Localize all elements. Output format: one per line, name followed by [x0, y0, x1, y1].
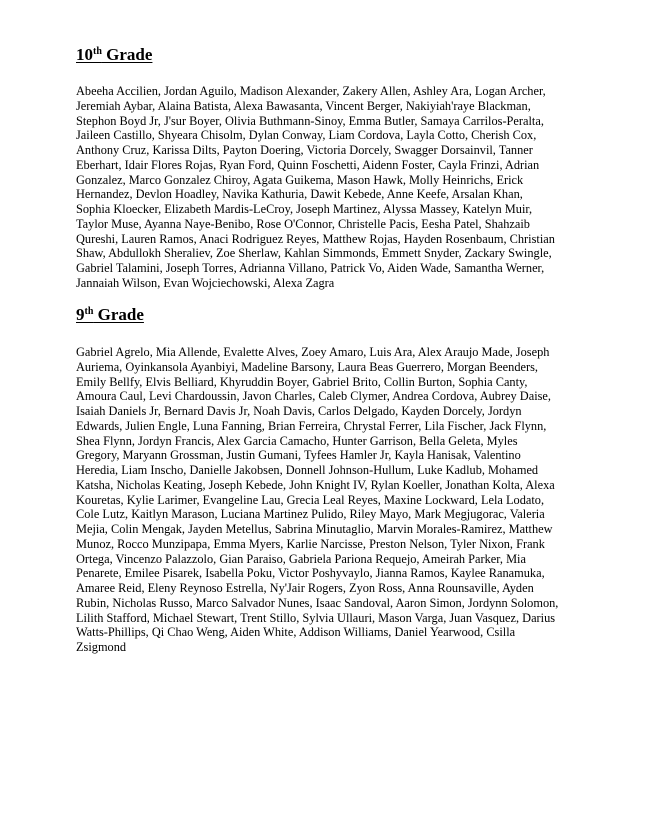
grade-10-number: 10 [76, 45, 93, 64]
name-list-line: Kouretas, Kylie Larimer, Evangeline Lau, Grecia Leal Reyes, Maxine Lockward, Lela Lodato, [76, 492, 545, 507]
name-list-line: Edwards, Julien Engle, Luna Fanning, Brian Ferreira, Chrystal Ferrer, Lila Fischer, Jack Flynn, [76, 418, 547, 433]
name-list-line: Mejia, Colin Mengak, Jayden Metellus, Sabrina Minutaglio, Marvin Morales-Ramirez, Matthew [76, 522, 553, 536]
name-list-line: Jeremiah Aybar, Alaina Batista, Alexa Bawasanta, Vincent Berger, Nakiyiah'raye Blackman, [76, 98, 531, 113]
grade-9-word: Grade [93, 305, 144, 324]
name-list-line: Munoz, Rocco Munzipapa, Emma Myers, Karlie Narcisse, Preston Nelson, Tyler Nixon, Frank [76, 536, 545, 551]
name-list-line: Eberhart, Idair Flores Rojas, Ryan Ford, Quinn Foschetti, Aidenn Foster, Cayla Frinzi, Adrian [76, 157, 540, 172]
name-list-line: Gregory, Maryann Grossman, Justin Gumani, Tyfees Hamler Jr, Kayla Hanisak, Valentino [76, 448, 521, 463]
name-list-line: Amoura Caul, Levi Chardoussin, Javon Charles, Caleb Clymer, Andrea Cordova, Aubrey Daise, [76, 389, 551, 404]
name-list-line: Abeeha Accilien, Jordan Aguilo, Madison Alexander, Zakery Allen, Ashley Ara, Logan Archer, [76, 84, 546, 98]
name-list-line: Isaiah Daniels Jr, Bernard Davis Jr, Noah Davis, Carlos Delgado, Kayden Dorcely, Jordyn [76, 404, 522, 418]
name-list-line: Lilith Stafford, Michael Stewart, Trent Stillo, Sylvia Ullauri, Mason Varga, Juan Vasquez, Darius [76, 610, 556, 625]
name-list-line: Amaree Reid, Eleny Reynoso Estrella, Ny'Jair Rogers, Zyon Ross, Anna Rounsaville, Ayden [76, 581, 534, 595]
name-list-line: Shea Flynn, Jordyn Francis, Alex Garcia Camacho, Hunter Garrison, Bella Geleta, Myles [76, 433, 518, 448]
name-list-line: Watts-Phillips, Qi Chao Weng, Aiden White, Addison Williams, Daniel Yearwood, Csilla [76, 625, 516, 640]
grade-9-heading [76, 305, 144, 325]
name-list-line: Jannaiah Wilson, Evan Wojciechowski, Alexa Zagra [76, 275, 335, 290]
name-list-line: Auriema, Oyinkansola Ayanbiyi, Madeline Barsony, Laura Beas Guerrero, Morgan Beenders, [76, 359, 538, 374]
grade-9-number: 9 [76, 305, 85, 324]
grade-10-names [76, 84, 555, 291]
name-list-line: Ortega, Vincenzo Palazzolo, Gian Paraiso, Gabriela Pariona Requejo, Ameirah Parker, Mia [76, 551, 526, 566]
name-list-line: Gabriel Agrelo, Mia Allende, Evalette Alves, Zoey Amaro, Luis Ara, Alex Araujo Made, Joseph [76, 345, 550, 359]
name-list-line: Zsigmond [76, 640, 127, 654]
name-list-line: Jaileen Castillo, Shyeara Chisolm, Dylan Conway, Liam Cordova, Layla Cotto, Cherish Cox, [76, 128, 537, 143]
name-list-line: Taylor Muse, Ayanna Naye-Benibo, Rose O'Connor, Christelle Pacis, Eesha Patel, Shahzaib [76, 216, 530, 231]
name-list-line: Sophia Kloecker, Elizabeth Mardis-LeCroy, Joseph Martinez, Alyssa Massey, Katelyn Muir, [76, 202, 533, 216]
name-list-line: Hernandez, Devlon Hoadley, Navika Kathuria, Dawit Kebede, Anne Keefe, Arsalan Khan, [76, 187, 523, 202]
grade-10-heading [76, 45, 152, 65]
grade-9-names [76, 345, 558, 655]
name-list-line: Heredia, Liam Inscho, Danielle Jakobsen, Donnell Johnson-Hullum, Luke Kadlub, Mohamed [76, 463, 539, 477]
grade-10-word: Grade [101, 45, 153, 64]
name-list-line: Shaw, Abdullokh Sheraliev, Zoe Sherlaw, Kahlan Simmonds, Emmett Snyder, Zackary Swingle, [76, 246, 552, 261]
name-list-line: Gabriel Talamini, Joseph Torres, Adrianna Villano, Patrick Vo, Aiden Wade, Samantha Werner, [76, 261, 545, 275]
name-list-line: Katsha, Nicholas Keating, Joseph Kebede, John Knight IV, Rylan Koeller, Jonathan Kolta, Alexa [76, 477, 555, 492]
name-list-line: Qureshi, Lauren Ramos, Anaci Rodriguez Reyes, Matthew Rojas, Hayden Rosenbaum, Christian [76, 231, 555, 246]
name-list-line: Penarete, Emilee Pisarek, Isabella Poku, Victor Poshyvaylo, Jianna Ramos, Kaylee Ranamuka, [76, 566, 545, 581]
name-list-line: Cole Lutz, Kaitlyn Marason, Luciana Martinez Pulido, Riley Mayo, Mark Megjugorac, Valeria [76, 507, 545, 522]
name-list-line: Anthony Cruz, Karissa Dilts, Payton Doering, Victoria Dorcely, Swagger Dorsainvil, Tanner [76, 143, 533, 157]
name-list-line: Rubin, Nicholas Russo, Marco Salvador Nunes, Isaac Sandoval, Aaron Simon, Jordynn Solomon, [76, 595, 559, 610]
name-list-line: Stephon Boyd Jr, J'sur Boyer, Olivia Buthmann-Sinoy, Emma Butler, Samaya Carrilos-Peralta, [76, 113, 544, 128]
name-list-line: Emily Bellfy, Elvis Belliard, Khyruddin Boyer, Gabriel Brito, Collin Burton, Sophia Canty, [76, 374, 528, 389]
name-list-line: Gonzalez, Marco Gonzalez Chiroy, Agata Guikema, Mason Hawk, Molly Heinrichs, Erick [76, 172, 524, 187]
grade-9-suffix: th [84, 306, 94, 317]
grade-10-suffix: th [93, 46, 102, 57]
